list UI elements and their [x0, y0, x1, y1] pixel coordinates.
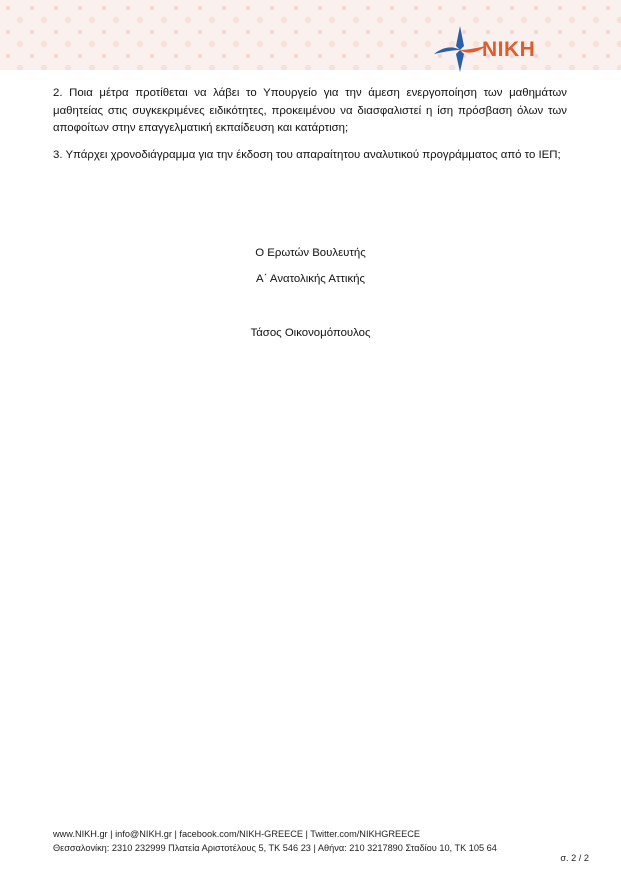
footer-addresses: Θεσσαλονίκη: 2310 232999 Πλατεία Αριστοτέλους 5, ΤΚ 546 23 | Αθήνα: 210 3217890 Σταδίου 10, ΤΚ 105 64: [53, 843, 497, 853]
signature-role: Ο Ερωτών Βουλευτής: [255, 247, 366, 259]
question-3: 3. Υπάρχει χρονοδιάγραμμα για την έκδοση του απαραίτητου αναλυτικού προγράμματος από το ΙΕΠ;: [53, 149, 561, 161]
signature-name: Τάσος Οικονομόπουλος: [250, 327, 371, 339]
page-number: σ. 2 / 2: [560, 853, 589, 863]
footer-contacts: www.NIKH.gr | info@NIKH.gr | facebook.com/NIKH-GREECE | Twitter.com/NIKHGREECE: [53, 829, 421, 839]
signature-constituency: Α΄ Ανατολικής Αττικής: [256, 273, 365, 285]
logo-text: NIKH: [482, 38, 536, 61]
wings-logo-icon: [430, 24, 490, 74]
party-logo: [430, 24, 570, 74]
question-2: 2. Ποια μέτρα προτίθεται να λάβει το Υπουργείο για την άμεση ενεργοποίηση των μαθημάτων μαθητείας στις συγκεκριμένες ειδικότητες, προκειμένου να διασφαλιστεί η ίση πρόσβαση όλων των αποφοίτων στην επαγγελματική εκπαίδευση και κατάρτιση;: [53, 87, 567, 134]
